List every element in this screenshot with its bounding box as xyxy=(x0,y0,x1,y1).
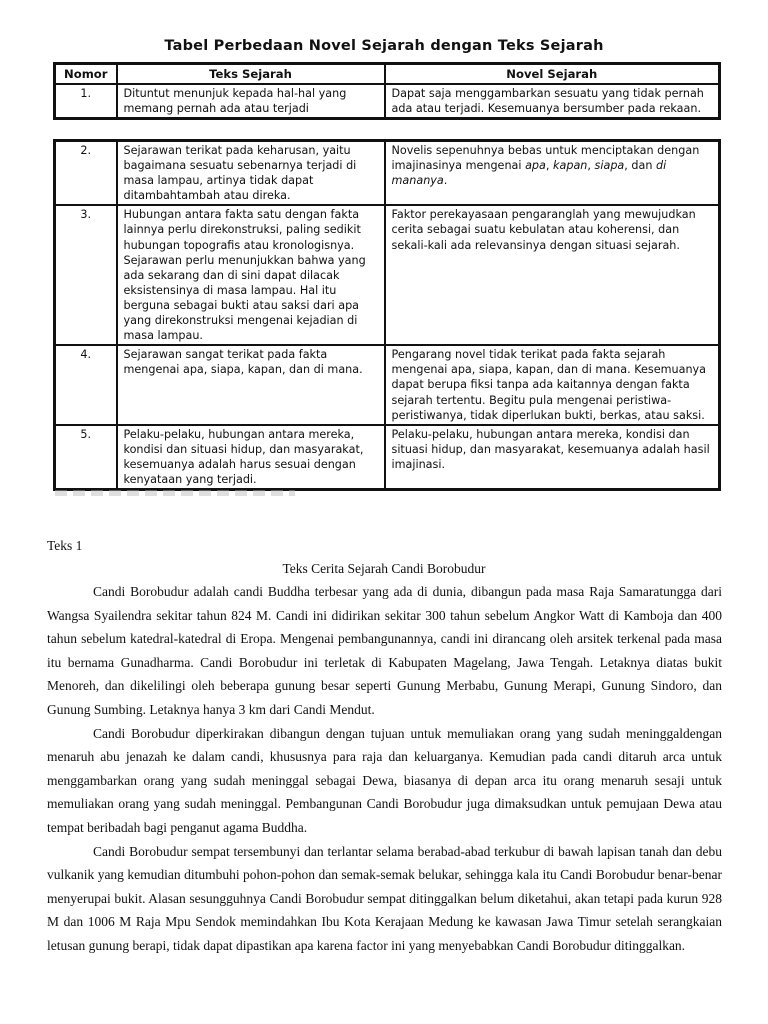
paragraph: Candi Borobudur adalah candi Buddha terbesar yang ada di dunia, dibangun pada masa Raja Samaratungga dari Wangsa Syailendra sekitar tahun 824 M. Candi ini didirikan sekitar 300 tahun sebelum Angkor Watt di Kamboja dan 400 tahun sebelum katedral-katedral di Eropa. Mengenai pembangunannya, candi ini dirancang oleh arsitek terkenal pada masa itu bernama Gunadharma. Candi Borobudur ini terletak di Kabupaten Magelang, Jawa Tengah. Letaknya diatas bukit Menoreh, dan dikelilingi oleh beberapa gunung besar seperti Gunung Merbabu, Gunung Merapi, Gunung Sindoro, dan Gunung Sumbing. Letaknya hanya 3 km dari Candi Mendut. xyxy=(47,584,722,717)
paragraph: Candi Borobudur diperkirakan dibangun dengan tujuan untuk memuliakan orang yang sudah meninggaldengan menaruh abu jenazah ke dalam candi, khususnya para raja dan keluarganya. Kemudian pada candi ditaruh arca untuk menggambarkan orang yang sudah meninggal sebagai Dewa, biasanya di depan arca itu orang menaruh sesaji untuk memuliakan orang yang sudah meninggal. Pembangunan Candi Borobudur juga dimaksudkan untuk pemujaan Dewa atau tempat beribadah bagi penganut agama Buddha. xyxy=(47,725,722,835)
story-body xyxy=(47,580,722,958)
separator: , dan xyxy=(624,159,656,173)
row-teks-sejarah: Hubungan antara fakta satu dengan fakta lainnya perlu direkonstruksi, paling sedikit hubungan topografis atau kronologisnya. Sejarawan perlu menunjukkan bahwa yang ada sekarang dan di sini dapat dilacak eksistensinya di masa lampau. Hal itu berguna sebagai bukti atau saksi dari apa yang direkonstruksi mengenai kejadian di masa lampau. xyxy=(117,205,385,345)
separator: , xyxy=(545,159,554,173)
table-row xyxy=(55,141,720,206)
row-number: 5. xyxy=(55,425,117,490)
text-label: Teks 1 xyxy=(47,538,83,553)
novel-text: Novelis sepenuhnya bebas untuk menciptakan dengan imajinasinya mengenai xyxy=(391,144,700,173)
table-row xyxy=(55,345,720,424)
row-novel-sejarah: Pengarang novel tidak terikat pada fakta sejarah mengenai apa, siapa, kapan, dan di mana. Kesemuanya dapat berupa fiksi tanpa ada kaitannya dengan fakta sejarah tertentu. Begitu pula mengenai peristiwa-peristiwanya, tidak diperlukan bukti, berkas, atau saksi. xyxy=(385,345,720,424)
italic-term: di mananya xyxy=(391,159,667,188)
paragraph: Candi Borobudur sempat tersembunyi dan terlantar selama berabad-abad terkubur di bawah lapisan tanah dan debu vulkanik yang kemudian ditumbuhi pohon-pohon dan semak-semak belukar, sehingga kala itu Candi Borobudur benar-benar menyerupai bukit. Alasan sesungguhnya Candi Borobudur sempat ditinggalkan belum diketahui, akan tetapi pada kurun 928 M dan 1006 M Raja Mpu Sendok memindahkan Ibu Kota Kerajaan Medung ke kawasan Jawa Timur setelah serangkaian letusan gunung berapi, tidak dapat dipastikan apa karena factor ini yang menyebabkan Candi Borobudur ditinggalkan. xyxy=(47,843,722,953)
row-teks-sejarah: Sejarawan terikat pada keharusan, yaitu bagaimana sesuatu sebenarnya terjadi di masa lampau, artinya tidak dapat ditambahtambah atau direka. xyxy=(117,141,385,206)
row-novel-sejarah: Faktor perekayasaan pengaranglah yang mewujudkan cerita sebagai suatu kebulatan atau koherensi, dan sekali-kali ada relevansinya dengan situasi sejarah. xyxy=(385,205,720,345)
separator: , xyxy=(587,159,595,173)
row-novel-sejarah: Dapat saja menggambarkan sesuatu yang tidak pernah ada atau terjadi. Kesemuanya bersumber pada rekaan. xyxy=(385,84,720,119)
row-number: 3. xyxy=(55,205,117,345)
table-row xyxy=(55,425,720,490)
row-number: 4. xyxy=(55,345,117,424)
table-header-row xyxy=(55,64,720,85)
row-teks-sejarah: Sejarawan sangat terikat pada fakta mengenai apa, siapa, kapan, dan di mana. xyxy=(117,345,385,424)
row-number: 2. xyxy=(55,141,117,206)
italic-term: siapa xyxy=(594,159,625,173)
italic-term: kapan xyxy=(553,159,588,173)
table-row xyxy=(55,205,720,345)
italic-term: apa xyxy=(525,159,546,173)
story-title: Teks Cerita Sejarah Candi Borobudur xyxy=(282,561,486,576)
header-teks-sejarah: Teks Sejarah xyxy=(117,64,385,85)
row-novel-sejarah xyxy=(385,141,720,206)
row-teks-sejarah: Pelaku-pelaku, hubungan antara mereka, kondisi dan situasi hidup, dan masyarakat, kesemuanya adalah harus sesuai dengan kenyataan yang terjadi. xyxy=(117,425,385,490)
row-novel-sejarah: Pelaku-pelaku, hubungan antara mereka, kondisi dan situasi hidup, dan masyarakat, kesemuanya adalah hasil imajinasi. xyxy=(385,425,720,490)
row-number: 1. xyxy=(55,84,117,119)
faint-source-caption xyxy=(55,490,295,496)
row-teks-sejarah: Dituntut menunjuk kepada hal-hal yang memang pernah ada atau terjadi xyxy=(117,84,385,119)
comparison-table-header-part xyxy=(53,62,721,120)
table-title: Tabel Perbedaan Novel Sejarah dengan Teks Sejarah xyxy=(164,38,604,54)
comparison-table-body-part xyxy=(53,139,721,491)
table-row xyxy=(55,84,720,119)
header-nomor: Nomor xyxy=(55,64,117,85)
separator: . xyxy=(443,174,448,188)
header-novel-sejarah: Novel Sejarah xyxy=(385,64,720,85)
